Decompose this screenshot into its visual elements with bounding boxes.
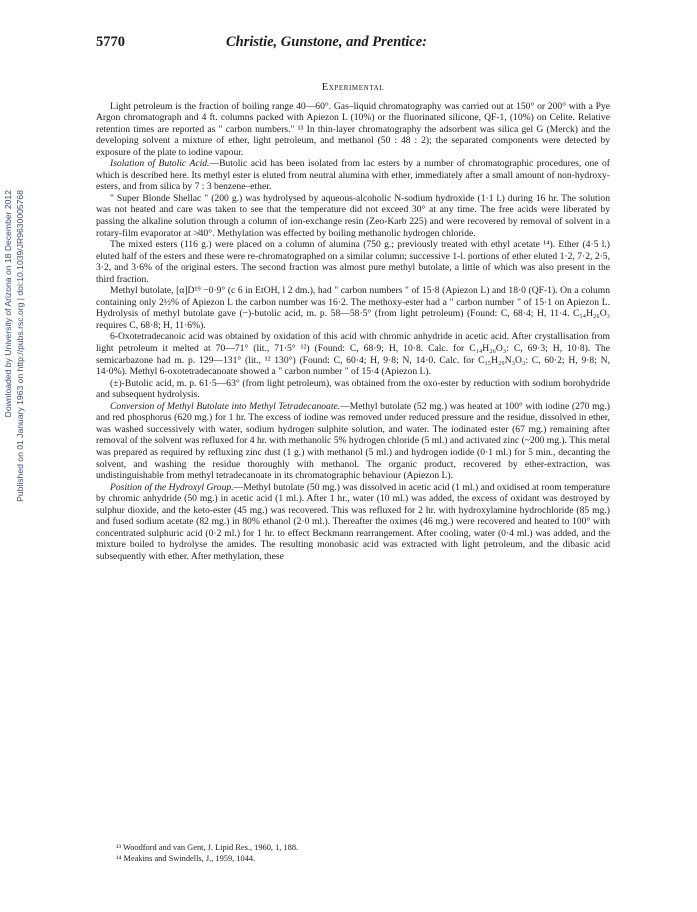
- paragraph-oxotetradecanoic-acid: 6-Oxotetradecanoic acid was obtained by oxidation of this acid with chromic anhydride in acetic acid. After crystallisation from light petroleum it melted at 70—71° (lit., 71·5° ¹²) (Found: C, 68·9; H, 10·8. Calc. for C₁₄H₂₆O₃: C, 69·3; H, 10·8). The semicarbazone had m. p. 129—131° (lit., ¹² 130°) (Found: C, 60·4; H, 9·8; N, 14·0. Calc. for C₁₅H₂₉N₃O₃: C, 60·2; H, 9·8; N, 14·0%). Methyl 6-oxotetradecanoate showed a " carbon number " of 15·4 (Apiezon L).: [96, 331, 610, 378]
- paragraph-isolation-butolic-acid: Isolation of Butolic Acid.—Butolic acid has been isolated from lac esters by a number of chromatographic procedures, one of which is described here. Its methyl ester is eluted from neutral alumina with ether, immediately after a small amount of non-hydroxy-esters, and from silica by 7 : 3 benzene–ether.: [96, 158, 610, 193]
- footnote: ¹⁴ Meakins and Swindells, J., 1959, 1044.: [116, 853, 256, 863]
- article-body: [96, 82, 610, 562]
- subheading-hydroxyl-position: Position of the Hydroxyl Group.: [110, 481, 234, 493]
- watermark-published-line: Published on 01 January 1963 on http://pubs.rsc.org | doi:10.1039/JR9630005768: [15, 190, 25, 502]
- subheading-isolation: Isolation of Butolic Acid.: [110, 158, 210, 170]
- paragraph-hydroxyl-position: Position of the Hydroxyl Group.—Methyl butolate (50 mg.) was dissolved in acetic acid (1 ml.) and oxidised at room temperature by chromic anhydride (50 mg.) in acetic acid (1 ml.). After 1 hr., water (10 ml.) was added, the excess of oxidant was destroyed by sulphur dioxide, and the keto-ester (45 mg.) was recovered. This was refluxed for 2 hr. with hydroxylamine hydrochloride (85 mg.) and fused sodium acetate (82 mg.) in 80% ethanol (2·0 ml.). Thereafter the oximes (46 mg.) were recovered and heated to 100° with concentrated sulphuric acid (0·2 ml.) for 1 hr. to effect Beckmann rearrangement. After cooling, water (0·4 ml.) was added, and the mixture boiled to hydrolyse the amides. The resulting monobasic acid was extracted with light petroleum, and the dibasic acid subsequently with ether. After methylation, these: [96, 481, 610, 562]
- running-header: [96, 34, 616, 52]
- running-authors: Christie, Gunstone, and Prentice:: [226, 34, 428, 50]
- page-number: 5770: [96, 34, 125, 50]
- paragraph-conversion: Conversion of Methyl Butolate into Methyl Tetradecanoate.—Methyl butolate (52 mg.) was heated at 100° with iodine (270 mg.) and red phosphorus (620 mg.) for 1 hr. The excess of iodine was removed under reduced pressure and the residue, dissolved in ether, was washed successively with water, sodium hydrogen sulphite solution, and water. The iodinated ester (67 mg.) remaining after removal of the solvent was refluxed for 4 hr. with methanolic 5% hydrogen chloride (5 ml.) and activated zinc (~200 mg.). This metal was prepared as required by refluxing zinc dust (1 g.) with methanol (5 ml.) and hydrogen iodide (0·1 ml.) for 5 min., decanting the solvent, and washing the residue thoroughly with methanol. The organic product, recovered by ether-extraction, was undistinguishable from methyl tetradecanoate in its chromatographic behaviour (Apiezon L).: [96, 400, 610, 482]
- paragraph-methyl-butolate: Methyl butolate, [α]D¹⁹ −0·9° (c 6 in EtOH, l 2 dm.), had " carbon numbers " of 15·8 (Apiezon L) and 18·0 (QF-1). On a column containing only 2½% of Apiezon L the carbon number was 16·2. The methoxy-ester had a " carbon number " of 15·1 on Apiezon L. Hydrolysis of methyl butolate gave (−)-butolic acid, m. p. 58—58·5° (from light petroleum) (Found: C, 68·4; H, 11·4. C₁₄H₂₆O₃ requires C, 68·8; H, 11·6%).: [96, 285, 610, 331]
- paragraph-mixed-esters: The mixed esters (116 g.) were placed on a column of alumina (750 g.; previously treated with ethyl acetate ¹⁴). Ether (4·5 l.) eluted half of the esters and these were re-chromatographed on a similar column; successive 1-l. portions of ether eluted 1·2, 7·2, 2·5, 3·2, and 3·6% of the original esters. The second fraction was almost pure methyl butolate, a little of which was also present in the third fraction.: [96, 239, 610, 285]
- paragraph-general-methods: Light petroleum is the fraction of boiling range 40—60°. Gas–liquid chromatography was carried out at 150° or 200° with a Pye Argon chromatograph and 4 ft. columns packed with Apiezon L (10%) or the fluorinated silicone, QF-1, (10%) on Celite. Relative retention times are reported as " carbon numbers." ¹³ In thin-layer chromatography the adsorbent was silica gel G (Merck) and the developing solvent a mixture of ether, light petroleum, and methanol (50 : 48 : 2); the separated components were detected by exposure of the plate to iodine vapour.: [96, 100, 610, 158]
- watermark-download-line: Downloaded by University of Arizona on 18 December 2012: [3, 190, 13, 418]
- section-title: Experimental: [321, 82, 385, 93]
- footnotes: [96, 843, 610, 865]
- paragraph-shellac-hydrolysis: " Super Blonde Shellac " (200 g.) was hydrolysed by aqueous-alcoholic N-sodium hydroxide (1·1 l.) during 16 hr. The solution was not heated and care was taken to see that the temperature did not exceed 30° at any time. The free acids were liberated by passing the alkaline solution through a column of ion-exchange resin (Zeo-Karb 225) and were recovered by removal of solvent in a rotary-film evaporator at ≯40°. Methylation was effected by boiling methanolic hydrogen chloride.: [96, 192, 610, 239]
- subheading-conversion: Conversion of Methyl Butolate into Methyl Tetradecanoate.: [110, 400, 341, 412]
- footnote: ¹³ Woodford and van Gent, J. Lipid Res., 1960, 1, 188.: [116, 843, 299, 852]
- paragraph-racemic-butolic-acid: (±)-Butolic acid, m. p. 61·5—63° (from light petroleum), was obtained from the oxo-ester by reduction with sodium borohydride and subsequent hydrolysis.: [96, 377, 610, 401]
- download-watermark: [2, 190, 28, 570]
